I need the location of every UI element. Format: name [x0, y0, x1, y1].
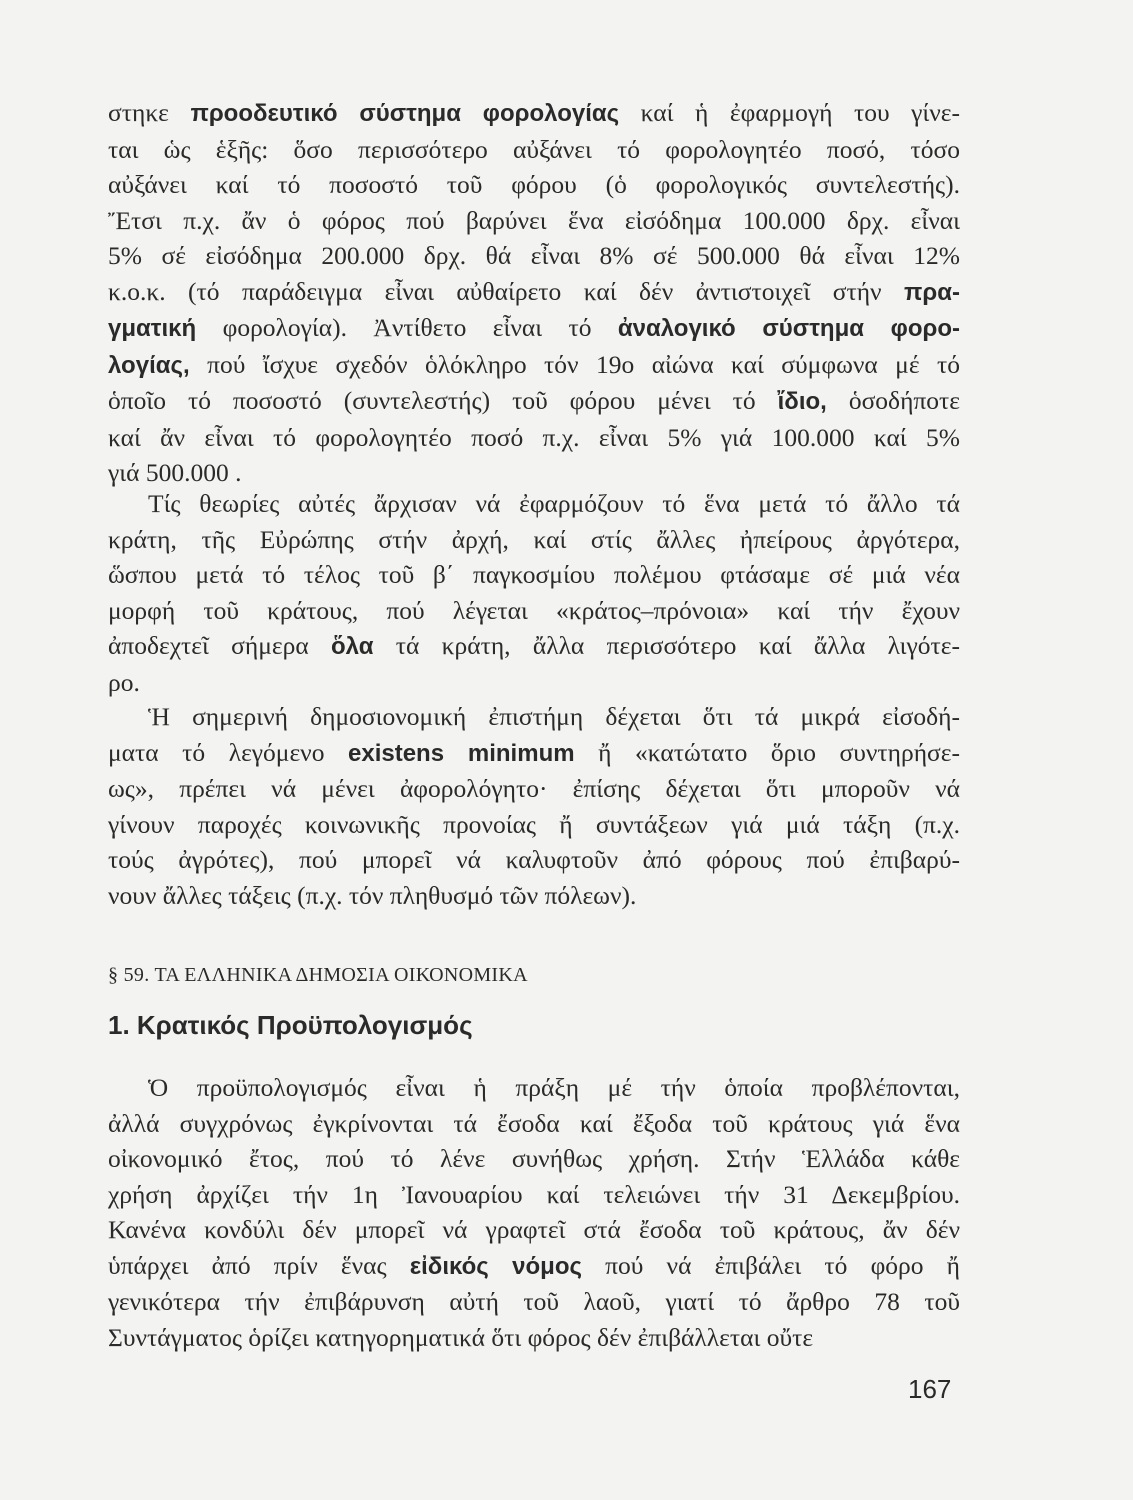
text-line [108, 420, 960, 456]
text-run: καί ἡ ἐφαρμογή του γίνε- [619, 98, 961, 127]
text-line [108, 383, 960, 420]
bold-term: γματική [108, 315, 197, 342]
text-line [108, 1106, 960, 1142]
text-run: Ὁ προϋπολογισμός εἶναι ἡ πράξη μέ τήν ὁποία προβλέπονται, [148, 1073, 960, 1102]
text-line [108, 771, 960, 807]
bold-term: πρα- [904, 278, 960, 306]
text-run: ὥσπου μετά τό τέλος τοῦ β΄ παγκοσμίου πολέμου φτάσαμε σέ μιά νέα [108, 560, 960, 589]
text-line [108, 95, 960, 132]
text-run: μορφή τοῦ κράτους, πού λέγεται «κράτος–πρόνοια» καί τήν ἔχουν [108, 595, 960, 625]
text-run: ὁσοδήποτε [826, 386, 960, 415]
text-run: στηκε [108, 98, 191, 127]
paragraph-4 [108, 1070, 960, 1355]
text-line [108, 238, 960, 274]
bold-term: ἀναλογικό σύστημα φορο- [617, 315, 961, 342]
text-run: καί ἄν εἶναι τό φορολογητέο ποσό π.χ. εἶναι 5% γιά 100.000 καί 5% [108, 422, 960, 452]
text-run: αὐξάνει καί τό ποσοστό τοῦ φόρου (ὁ φορολογικός συντελεστής). [108, 170, 960, 199]
text-run: πού ἴσχυε σχεδόν ὁλόκληρο τόν 19ο αἰώνα καί σύμφωνα μέ τό [189, 349, 960, 379]
text-run: τούς ἀγρότες), πού μπορεῖ νά καλυφτοῦν ἀπό φόρους πού ἐπιβαρύ- [108, 845, 960, 874]
text-run: γιά 500.000 . [108, 458, 242, 487]
text-line [108, 132, 960, 168]
text-run: ται ὡς ἑξῆς: ὅσο περισσότερο αὐξάνει τό φορολογητέο ποσό, τόσο [108, 134, 960, 164]
text-run: νουν ἄλλες τάξεις (π.χ. τόν πληθυσμό τῶν πόλεων). [108, 880, 637, 910]
paragraph-3 [108, 699, 960, 913]
text-run: γίνουν παροχές κοινωνικῆς προνοίας ἤ συντάξεων γιά μιά τάξη (π.χ. [108, 809, 960, 839]
text-line [108, 522, 960, 558]
text-run: τά κράτη, ἄλλα περισσότερο καί ἄλλα λιγότε- [373, 631, 960, 660]
text-run: Ἔτσι π.χ. ἄν ὁ φόρος πού βαρύνει ἕνα εἰσόδημα 100.000 δρχ. εἶναι [108, 205, 960, 235]
text-run: ἀλλά συγχρόνως ἐγκρίνονται τά ἔσοδα καί ἔξοδα τοῦ κράτους γιά ἕνα [108, 1108, 960, 1138]
bold-term: ὅλα [330, 633, 374, 660]
text-line [108, 274, 960, 311]
text-run: ὁποῖο τό ποσοστό (συντελεστής) τοῦ φόρου μένει τό [108, 386, 778, 415]
text-line [108, 203, 960, 239]
bold-term: ἴδιο, [777, 388, 827, 415]
text-run: γενικότερα τήν ἐπιβάρυνση αὐτή τοῦ λαοῦ, γιατί τό ἄρθρο 78 τοῦ [108, 1287, 960, 1316]
text-line [108, 1212, 960, 1248]
paragraph-2 [108, 486, 960, 700]
paragraph-1 [108, 95, 960, 491]
text-line [108, 593, 960, 629]
text-line [108, 557, 960, 593]
section-heading: § 59. ΤΑ ΕΛΛΗΝΙΚΑ ΔΗΜΟΣΙΑ ΟΙΚΟΝΟΜΙΚΑ [108, 964, 528, 986]
text-run: Ἡ σημερινή δημοσιονομική ἐπιστήμη δέχεται ὅτι τά μικρά εἰσοδή- [148, 702, 960, 731]
bold-term: εἰδικός νόμος [409, 1252, 582, 1280]
text-run: ως», πρέπει νά μένει ἀφορολόγητο· ἐπίσης δέχεται ὅτι μποροῦν νά [108, 774, 960, 803]
text-line [108, 665, 960, 701]
text-line [108, 486, 960, 522]
text-line [108, 842, 960, 878]
text-line [108, 628, 960, 665]
text-run: φορολογία). Ἀντίθετο εἶναι τό [196, 313, 618, 342]
bold-term: προοδευτικό σύστημα φορολογίας [190, 100, 620, 127]
text-line [108, 1284, 960, 1320]
bold-term: existens minimum [348, 739, 575, 767]
bold-term: λογίας, [108, 351, 190, 379]
page-number: 167 [908, 1374, 952, 1404]
text-line [108, 699, 960, 735]
text-line [108, 1070, 960, 1106]
text-line [108, 807, 960, 843]
text-line [108, 735, 960, 772]
text-run: κράτη, τῆς Εὐρώπης στήν ἀρχή, καί στίς ἄλλες ἠπείρους ἀργότερα, [108, 524, 960, 554]
text-run: 5% σέ εἰσόδημα 200.000 δρχ. θά εἶναι 8% σέ 500.000 θά εἶναι 12% [108, 241, 960, 270]
text-line [108, 1320, 960, 1356]
text-run: κ.ο.κ. (τό παράδειγμα εἶναι αὐθαίρετο καί δέν ἀντιστοιχεῖ στήν [108, 276, 905, 306]
text-line [108, 878, 960, 914]
text-line [108, 1141, 960, 1177]
text-run: πού νά ἐπιβάλει τό φόρο ἤ [582, 1250, 960, 1280]
text-run: ἤ «κατώτατο ὅριο συντηρήσε- [574, 737, 960, 767]
subheading: 1. Κρατικός Προϋπολογισμός [108, 1010, 473, 1040]
text-run: χρήση ἀρχίζει τήν 1η Ἰανουαρίου καί τελειώνει τήν 31 Δεκεμβρίου. [108, 1179, 960, 1209]
text-run: οἰκονομικό ἔτος, πού τό λένε συνήθως χρήση. Στήν Ἑλλάδα κάθε [108, 1144, 960, 1173]
text-line [108, 347, 960, 384]
text-run: ρο. [108, 667, 140, 697]
text-run: Κανένα κονδύλι δέν μπορεῖ νά γραφτεῖ στά ἔσοδα τοῦ κράτους, ἄν δέν [108, 1215, 960, 1244]
text-run: ματα τό λεγόμενο [108, 737, 348, 767]
text-run: ἀποδεχτεῖ σήμερα [108, 631, 331, 660]
text-line [108, 1248, 960, 1285]
text-run: Τίς θεωρίες αὐτές ἄρχισαν νά ἐφαρμόζουν τό ἕνα μετά τό ἄλλο τά [148, 489, 960, 518]
text-run: Συντάγματος ὁρίζει κατηγορηματικά ὅτι φόρος δέν ἐπιβάλλεται οὔτε [108, 1322, 814, 1352]
text-line [108, 1177, 960, 1213]
text-run: ὑπάρχει ἀπό πρίν ἕνας [108, 1250, 410, 1280]
text-line [108, 167, 960, 203]
text-line [108, 310, 960, 347]
